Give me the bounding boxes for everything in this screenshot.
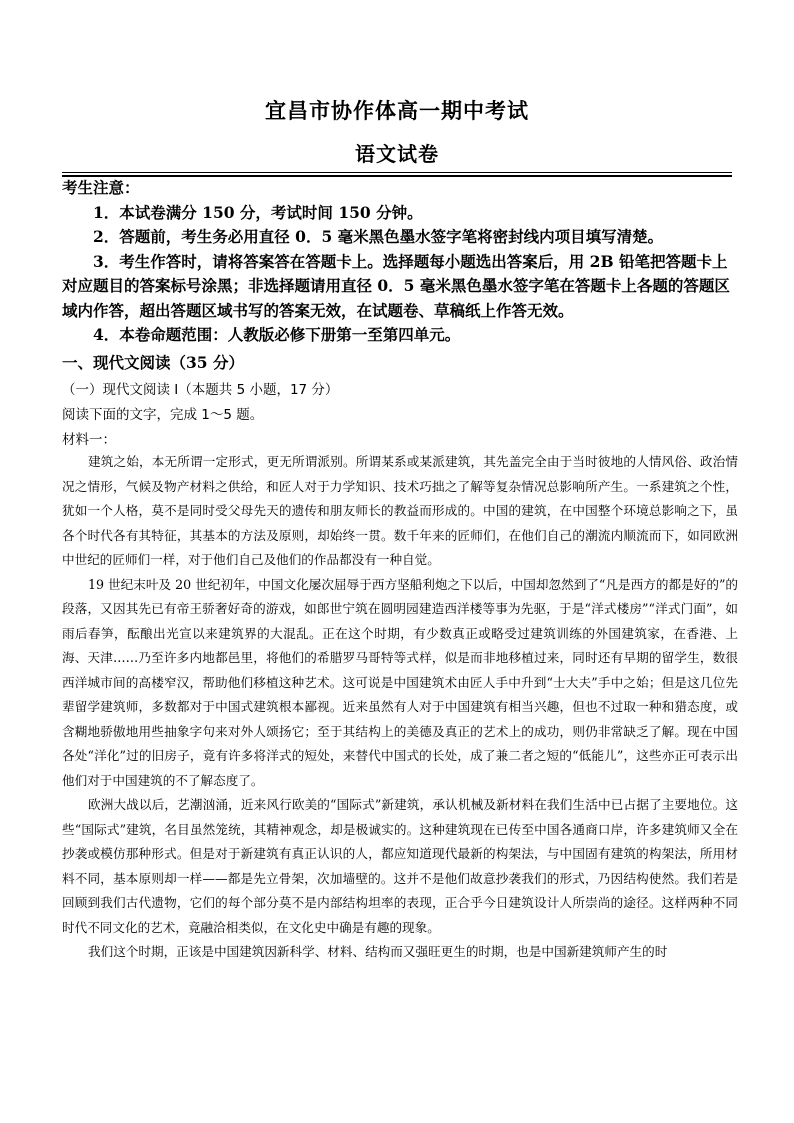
- header-rule-thin: [62, 172, 732, 173]
- passage-paragraph-2: 19 世纪末叶及 20 世纪初年，中国文化屡次屈辱于西方坚船利炮之下以后，中国却忽然到了“凡是西方的都是好的”的段落，又因其先已有帝王骄奢好奇的游戏，如郎世宁筑在圆明园建造西洋楼等事为先驱，于是“洋式楼房”“洋式门面”，如雨后春笋，酝酿出光宣以来建筑界的大混乱。正在这个时期，有少数真正或略受过建筑训练的外国建筑家，在香港、上海、天津……乃至许多内地都邑里，将他们的希腊罗马哥特等式样，似是而非地移植过来，同时还有早期的留学生，数很西洋城市间的高楼窄汉，帮助他们移植这种艺术。这可说是中国建筑术由匠人手中升到“士大夫”手中之始；但是这几位先辈留学建筑师，多数都对于中国式建筑根本鄙视。近来虽然有人对于中国建筑有相当兴趣，但也不过取一种和猎态度，或含糊地骄傲地用些抽象字句来对外人颂扬它；至于其结构上的美德及真正的艺术上的成功，则仍非常缺乏了解。现在中国各处“洋化”过的旧房子，竟有许多将洋式的短处，来替代中国式的长处，成了兼二者之短的“低能儿”，这些亦正可表示出他们对于中国建筑的不了解态度了。: [62, 576, 738, 788]
- notice-item-4: 4．本卷命题范围：人教版必修下册第一至第四单元。: [93, 325, 461, 344]
- section-heading: 一、现代文阅读（35 分）: [62, 353, 244, 372]
- candidate-notice: [62, 176, 742, 348]
- passage: [62, 450, 738, 965]
- passage-paragraph-3: 欧洲大战以后，艺潮汹涌，近来风行欧美的“国际式”新建筑，承认机械及新材料在我们生活中已占据了主要地位。这些“国际式”建筑，名目虽然笼统，其精神观念，却是极诚实的。这种建筑现在已传至中国各通商口岸，许多建筑师又全在抄袭或模仿那种形式。但是对于新建筑有真正认识的人，都应知道现代最新的构架法，与中国固有建筑的构架法，所用材料不同，基本原则却一样——都是先立骨架，次加墙壁的。这并不是他们故意抄袭我们的形式，乃因结构使然。我们若是回顾到我们古代遗物，它们的每个部分莫不是内部结构坦率的表现，正合乎今日建筑设计人所崇尚的途径。这样两种不同时代不同文化的艺术，竟融洽相类似，在文化史中确是有趣的现象。: [62, 797, 738, 935]
- section-sub-heading: （一）现代文阅读 I（本题共 5 小题，17 分）: [62, 382, 339, 398]
- notice-item-2: 2．答题前，考生务必用直径 0．5 毫米黑色墨水签字笔将密封线内项目填写清楚。: [93, 227, 664, 246]
- passage-paragraph-4: 我们这个时期，正该是中国建筑因新科学、材料、结构而又强旺更生的时期，也是中国新建筑师产生的时: [88, 944, 668, 959]
- exam-subtitle: 语文试卷: [355, 142, 439, 166]
- notice-heading: 考生注意：: [62, 178, 140, 197]
- exam-title: 宜昌市协作体高一期中考试: [265, 98, 529, 123]
- material-label: 材料一：: [62, 432, 116, 448]
- reading-instruction: 阅读下面的文字，完成 1～5 题。: [62, 407, 264, 423]
- passage-paragraph-1: 建筑之始，本无所谓一定形式，更无所谓派别。所谓某系或某派建筑，其先盖完全由于当时彼地的人情风俗、政治情况之情形，气候及物产材料之供给，和匠人对于力学知识、技术巧拙之了解等复杂情况总影响所产生。一系建筑之个性，犹如一个人格，莫不是同时受父母先天的遗传和朋友师长的教益而形成的。中国的建筑，在中国整个环境总影响之下，虽各个时代各有其特征，其基本的方法及原则，却始终一贯。数千年来的匠师们，在他们自己的潮流内顺流而下，如同欧洲中世纪的匠师们一样，对于他们自己及他们的作品都没有一种自觉。: [62, 454, 738, 567]
- notice-item-1: 1．本试卷满分 150 分，考试时间 150 分钟。: [93, 202, 423, 222]
- notice-item-3: 3．考生作答时，请将答案答在答题卡上。选择题每小题选出答案后，用 2B 铅笔把答题卡上对应题目的答案标号涂黑；非选择题请用直径 0．5 毫米黑色墨水签字笔在答题卡上各题的答题区域内作答，超出答题区域书写的答案无效，在试题卷、草稿纸上作答无效。: [62, 251, 730, 320]
